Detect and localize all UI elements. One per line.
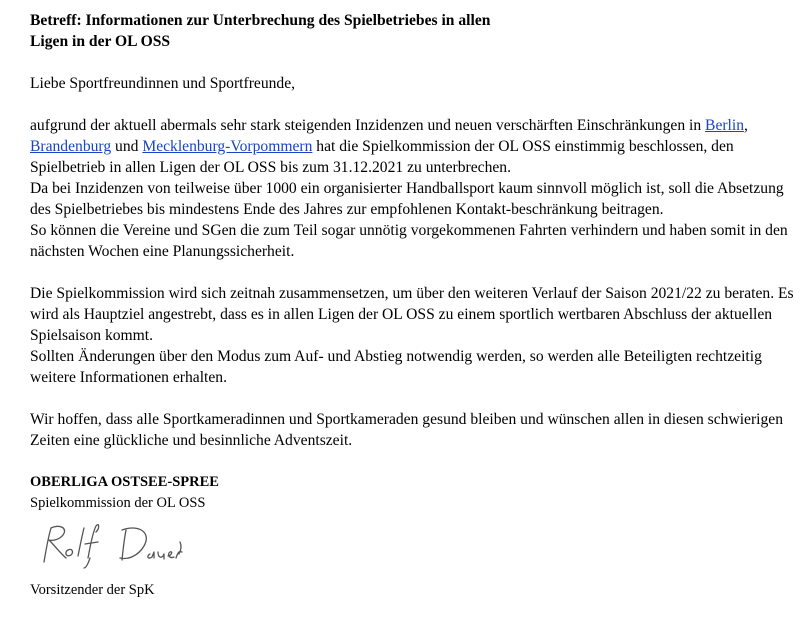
subject-line (30, 10, 795, 52)
paragraph-text: aufgrund der aktuell abermals sehr stark steigenden Inzidenzen und neuen verschärften Einschränkungen in (30, 117, 706, 134)
organization-name: OBERLIGA OSTSEE-SPREE (30, 474, 219, 490)
subject-line-1: Betreff: Informationen zur Unterbrechung des Spielbetriebes in allen (30, 12, 491, 29)
paragraph-changes: Sollten Änderungen über den Modus zum Auf- und Abstieg notwendig werden, so werden alle Beteiligten rechtzeitig weitere Informationen erhalten. (30, 348, 762, 386)
subject-line-2: Ligen in der OL OSS (30, 33, 171, 50)
paragraph-text: , (744, 117, 748, 134)
link-berlin[interactable]: Berlin (705, 117, 745, 134)
committee-name: Spielkommission der OL OSS (30, 495, 206, 511)
letter (30, 10, 795, 601)
paragraph-interruption (30, 115, 795, 178)
paragraph-planning: So können die Vereine und SGen die zum Teil sogar unnötig vorgekommenen Fahrten verhindern und haben somit in den nächsten Wochen eine Planungssicherheit. (30, 222, 788, 260)
signatory-title: Vorsitzender der SpK (30, 582, 155, 598)
link-brandenburg[interactable]: Brandenburg (30, 138, 112, 155)
paragraph-wishes: Wir hoffen, dass alle Sportkameradinnen und Sportkameraden gesund bleiben und wünschen allen in diesen schwierigen Zeiten eine glückliche und besinnliche Adventszeit. (30, 411, 784, 449)
link-mecklenburg-vorpommern[interactable]: Mecklenburg-Vorpommern (142, 138, 313, 155)
paragraph-incidence: Da bei Inzidenzen von teilweise über 1000 ein organisierter Handballsport kaum sinnvoll möglich ist, soll die Absetzung des Spielbetriebes bis mindestens Ende des Jahres zur empfohlenen Kontakt-beschränkung beitragen. (30, 180, 784, 218)
handwritten-signature (30, 518, 190, 570)
paragraph-text: hat die Spielkommission der OL OSS einstimmig beschlossen, den Spielbetrieb in allen Ligen der OL OSS bis zum 31.12.2021 zu unterbrechen. (30, 138, 734, 176)
greeting: Liebe Sportfreundinnen und Sportfreunde, (30, 75, 296, 92)
paragraph-season: Die Spielkommission wird sich zeitnah zusammensetzen, um über den weiteren Verlauf der Saison 2021/22 zu beraten. Es wird als Hauptziel angestrebt, dass es in allen Ligen der OL OSS zu einem sportlich wertbaren Abschluss der aktuellen Spielsaison kommt. (30, 285, 794, 344)
paragraph-text: und (111, 138, 143, 155)
